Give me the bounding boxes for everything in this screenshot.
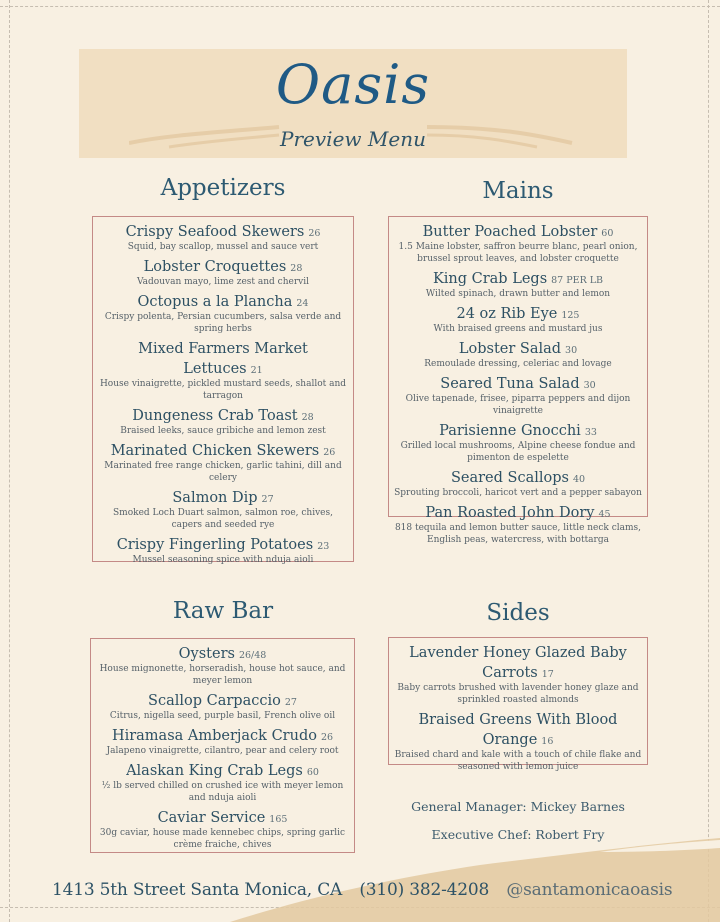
item-price: 28 [290, 263, 303, 274]
item-description: Baby carrots brushed with lavender honey glaze and sprinkled roasted almonds [397, 683, 639, 705]
item-description: Braised chard and kale with a touch of chile flake and seasoned with lemon juice [394, 750, 642, 772]
item-price: 28 [301, 412, 314, 423]
item-name: Seared Scallops [450, 470, 569, 486]
section-title-raw-bar: Raw Bar [172, 598, 274, 624]
item-description: Olive tapenade, frisee, piparra peppers and dijon vinaigrette [405, 394, 631, 416]
item-price: 60 [306, 767, 319, 778]
item-description: Smoked Loch Duart salmon, salmon roe, chives, capers and seeded rye [113, 508, 333, 530]
item-description: Jalapeno vinaigrette, cilantro, pear and celery root [106, 746, 339, 756]
item-price: 33 [584, 427, 597, 438]
item-description: Mussel seasoning spice with nduja aioli [132, 555, 314, 565]
item-price: 17 [541, 669, 554, 680]
item-name: Octopus a la Plancha [137, 294, 293, 310]
item-name: Seared Tuna Salad [440, 376, 580, 392]
item-name: Braised Greens With Blood Orange [418, 712, 618, 748]
menu-subtitle: Preview Menu [280, 127, 426, 151]
item-price: 27 [284, 697, 297, 708]
item-name: Pan Roasted John Dory [425, 505, 595, 521]
item-price: 24 [296, 298, 309, 309]
general-manager: General Manager: Mickey Barnes [411, 799, 625, 814]
item-description: Citrus, nigella seed, purple basil, French olive oil [109, 711, 336, 721]
item-price: 21 [250, 365, 263, 376]
item-price: 23 [317, 541, 330, 552]
item-price: 60 [601, 228, 614, 239]
item-price: 16 [541, 736, 554, 747]
item-description: House mignonette, horseradish, house hot sauce, and meyer lemon [99, 664, 346, 686]
item-name: Oysters [178, 646, 235, 662]
item-name: Butter Poached Lobster [422, 224, 598, 240]
item-name: Parisienne Gnocchi [439, 423, 581, 439]
section-title-sides: Sides [486, 600, 550, 626]
item-description: House vinaigrette, pickled mustard seeds, shallot and tarragon [99, 379, 347, 401]
item-price: 26 [308, 228, 321, 239]
item-price: 40 [572, 474, 586, 485]
item-name: Scallop Carpaccio [148, 693, 281, 709]
item-price: 26 [320, 732, 334, 743]
item-description: 30g caviar, house made kennebec chips, spring garlic crème fraiche, chives [99, 828, 346, 850]
item-description: Vadouvan mayo, lime zest and chervil [137, 277, 309, 287]
item-description: 1.5 Maine lobster, saffron beurre blanc, pearl onion, brussel sprout leaves, and lobster croquette [398, 242, 638, 264]
item-price: 27 [261, 494, 274, 505]
executive-chef: Executive Chef: Robert Fry [431, 827, 605, 842]
social-handle[interactable]: @santamonicaoasis [506, 880, 673, 900]
item-name: Lavender Honey Glazed Baby Carrots [409, 645, 627, 681]
item-name: Lobster Salad [458, 341, 562, 357]
item-price: 30 [583, 380, 596, 391]
item-name: Mixed Farmers Market Lettuces [138, 341, 308, 377]
item-name: Crispy Seafood Skewers [125, 224, 305, 240]
item-description: Crispy polenta, Persian cucumbers, salsa verde and spring herbs [104, 312, 342, 334]
item-price: 26/48 [238, 650, 267, 661]
item-description: With braised greens and mustard jus [433, 324, 603, 334]
item-price: 87 PER LB [551, 275, 604, 286]
item-price: 30 [565, 345, 578, 356]
item-name: Crispy Fingerling Potatoes [116, 537, 314, 553]
item-description: Grilled local mushrooms, Alpine cheese fondue and pimenton de espelette [400, 441, 636, 463]
item-name: King Crab Legs [432, 271, 548, 287]
item-description: ½ lb served chilled on crushed ice with meyer lemon and nduja aioli [101, 781, 344, 803]
item-description: Wilted spinach, drawn butter and lemon [425, 289, 611, 299]
item-description: Marinated free range chicken, garlic tahini, dill and celery [104, 461, 342, 483]
item-name: Caviar Service [157, 810, 266, 826]
item-price: 165 [269, 814, 288, 825]
item-description: Remoulade dressing, celeriac and lovage [424, 359, 612, 369]
item-name: Alaskan King Crab Legs [126, 763, 303, 779]
item-name: Salmon Dip [172, 490, 258, 506]
item-price: 26 [323, 447, 336, 458]
item-price: 45 [598, 509, 611, 520]
item-name: 24 oz Rib Eye [456, 306, 558, 322]
item-description: Squid, bay scallop, mussel and sauce vert [127, 242, 319, 252]
item-name: Hiramasa Amberjack Crudo [111, 728, 317, 744]
item-description: Sprouting broccoli, haricot vert and a pepper sabayon [394, 488, 642, 498]
item-price: 125 [561, 310, 580, 321]
phone-number[interactable]: (310) 382-4208 [359, 880, 490, 900]
restaurant-logo: Oasis [275, 53, 431, 116]
item-name: Lobster Croquettes [143, 259, 287, 275]
item-name: Dungeness Crab Toast [132, 408, 298, 424]
section-title-mains: Mains [482, 178, 554, 204]
footer-contact [52, 880, 684, 900]
item-name: Marinated Chicken Skewers [110, 443, 320, 459]
item-description: 818 tequila and lemon butter sauce, little neck clams, English peas, watercress, with bottarga [394, 523, 642, 545]
section-title-appetizers: Appetizers [160, 175, 286, 201]
item-description: Braised leeks, sauce gribiche and lemon zest [120, 426, 326, 436]
address: 1413 5th Street Santa Monica, CA [52, 880, 343, 900]
